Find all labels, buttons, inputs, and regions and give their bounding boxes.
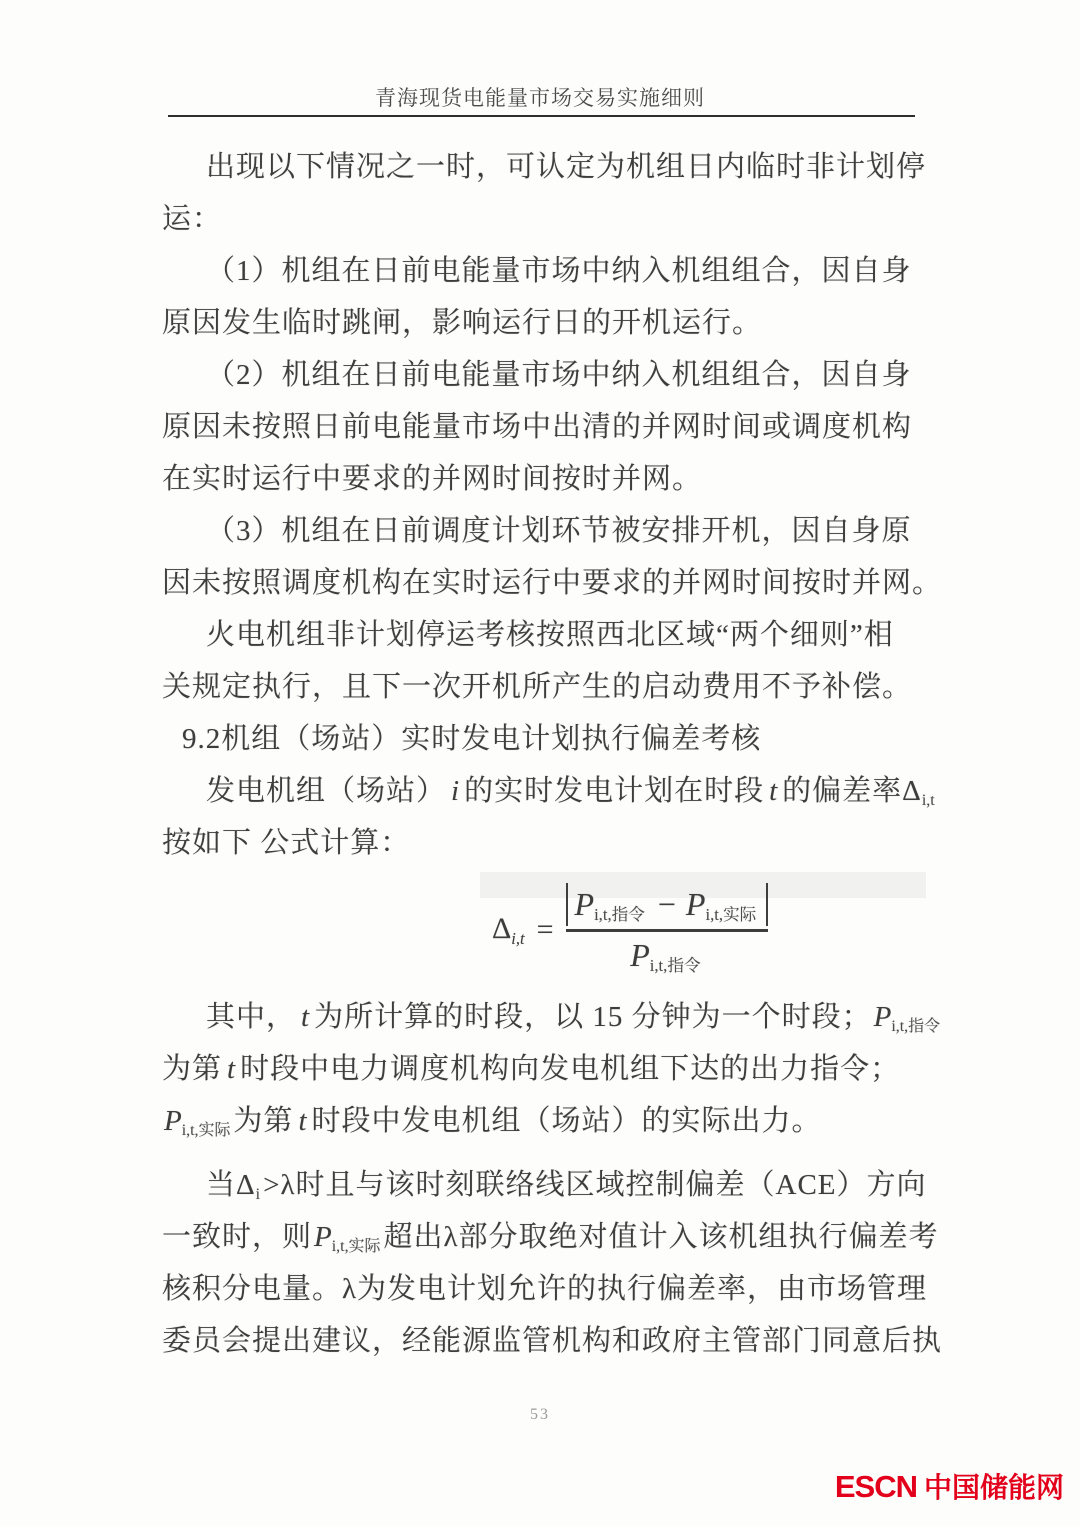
- text-run: 的实时发电计划在时段: [464, 775, 765, 807]
- math-var-P: P: [314, 1221, 332, 1253]
- page-number: 53: [530, 1406, 550, 1423]
- formula-lhs: [492, 912, 525, 949]
- text-run: 为第: [162, 1053, 223, 1085]
- body-line: （2）机组在日前电能量市场中纳入机组组合，因自身: [206, 359, 912, 391]
- body-line: [162, 1095, 934, 1147]
- math-var-t: t: [227, 1053, 236, 1085]
- math-sub: i,t,指令: [594, 904, 645, 924]
- math-sub: i,t: [511, 928, 525, 948]
- math-sub: i,t,实际: [331, 1237, 381, 1255]
- math-var-t: t: [769, 775, 778, 807]
- body-line: 火电机组非计划停运考核按照西北区域“两个细则”相: [206, 619, 894, 651]
- math-var-t: t: [298, 1105, 307, 1137]
- text-run: 的偏差率Δ: [782, 775, 922, 807]
- escn-watermark-logo: [835, 1466, 1064, 1506]
- body-line: [162, 1043, 934, 1095]
- math-sub: i,t,实际: [181, 1121, 231, 1139]
- text-run: 时段中发电机组（场站）的实际出力。: [311, 1105, 822, 1137]
- math-var-P: P: [574, 885, 595, 922]
- body-line: [162, 991, 941, 1043]
- body-line: 在实时运行中要求的并网时间按时并网。: [162, 463, 703, 495]
- math-sub: i,t,指令: [649, 955, 701, 975]
- body-line: [162, 765, 934, 817]
- text-run: 发电机组（场站）: [206, 775, 447, 807]
- math-sub: i,t,指令: [891, 1017, 941, 1035]
- fraction-denominator: [630, 934, 703, 977]
- text-run: 为第: [233, 1105, 294, 1137]
- delta-symbol: Δ: [492, 911, 512, 945]
- section-heading-9-2: 9.2机组（场站）实时发电计划执行偏差考核: [182, 723, 762, 755]
- text-run: 当Δ: [206, 1169, 256, 1201]
- math-sub: i,t: [921, 791, 935, 809]
- body-line: 关规定执行，且下一次开机所产生的启动费用不予补偿。: [162, 671, 913, 703]
- body-line: 因未按照调度机构在实时运行中要求的并网时间按时并网。: [162, 567, 943, 599]
- fraction-numerator-abs: [566, 883, 769, 926]
- text-run: >λ时且与该时刻联络线区域控制偏差（ACE）方向: [263, 1169, 927, 1201]
- text-run: 其中，: [206, 1001, 297, 1033]
- body-line: 原因未按照日前电能量市场中出清的并网时间或调度机构: [162, 411, 913, 443]
- minus-sign: −: [657, 885, 676, 922]
- document-body: [162, 141, 943, 1367]
- math-sub: i: [255, 1185, 261, 1203]
- body-line: （3）机组在日前调度计划环节被安排开机，因自身原: [206, 515, 912, 547]
- math-var-P: P: [685, 885, 706, 922]
- header-divider-rule: [168, 115, 915, 117]
- body-line: 原因发生临时跳闸，影响运行日的开机运行。: [162, 307, 763, 339]
- text-run: 超出λ部分取绝对值计入该机组执行偏差考: [383, 1221, 939, 1253]
- site-name-text: 中国储能网: [923, 1472, 1064, 1503]
- body-line: 核积分电量。λ为发电计划允许的执行偏差率，由市场管理: [162, 1273, 928, 1305]
- math-sub: i,t,实际: [705, 904, 757, 924]
- text-run: 时段中电力调度机构向发电机组下达的出力指令；: [240, 1053, 901, 1085]
- escn-logo-text: ESCN: [834, 1469, 917, 1504]
- body-line: 委员会提出建议，经能源监管机构和政府主管部门同意后执: [162, 1325, 943, 1357]
- math-var-t: t: [301, 1001, 310, 1033]
- equals-sign: =: [536, 913, 554, 946]
- body-line: 运：: [162, 203, 223, 235]
- fraction-bar: [566, 929, 769, 932]
- math-var-P: P: [630, 937, 650, 973]
- body-line: 按如下 公式计算：: [162, 827, 411, 859]
- text-run: 为所计算的时段，以 15 分钟为一个时段；: [314, 1001, 872, 1033]
- math-var-i: i: [451, 775, 460, 807]
- math-var-P: P: [164, 1105, 182, 1137]
- deviation-rate-formula: [162, 869, 934, 991]
- document-header-title: 青海现货电能量市场交易实施细则: [375, 87, 705, 110]
- body-line: （1）机组在日前电能量市场中纳入机组组合，因自身: [206, 255, 912, 287]
- fraction: [566, 883, 769, 978]
- body-line: [162, 1159, 934, 1211]
- math-var-P: P: [873, 1001, 892, 1033]
- text-run: 一致时，则: [162, 1221, 313, 1253]
- body-line: [162, 1211, 939, 1263]
- body-line: 出现以下情况之一时，可认定为机组日内临时非计划停: [206, 151, 927, 183]
